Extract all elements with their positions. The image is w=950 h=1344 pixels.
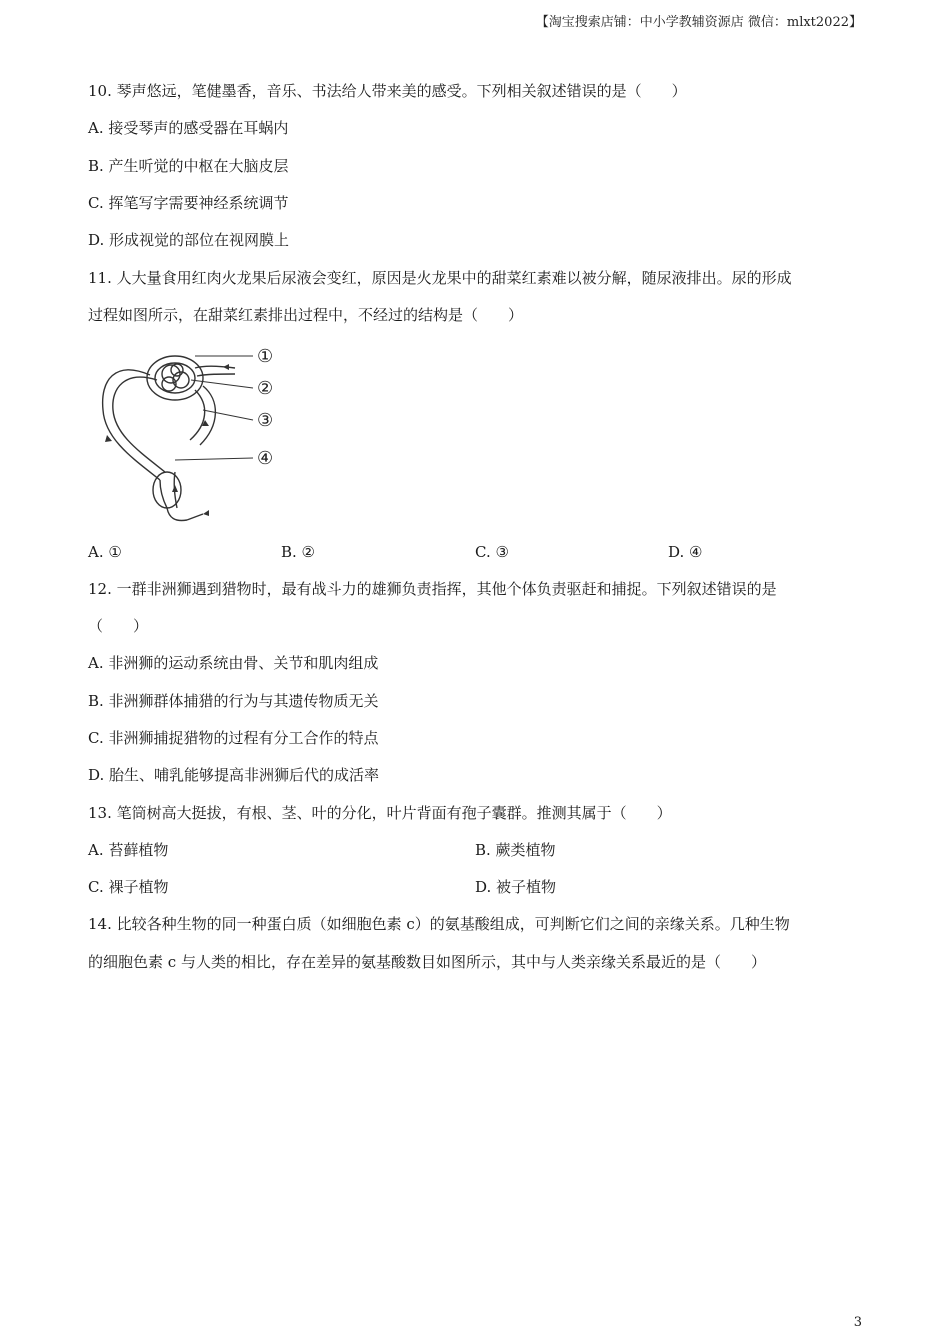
renal-tubule — [103, 370, 160, 480]
q10-stem: 10. 琴声悠远，笔健墨香，音乐、书法给人带来美的感受。下列相关叙述错误的是（ ） — [88, 82, 687, 100]
nephron-diagram — [95, 340, 295, 525]
collecting-duct — [160, 480, 167, 508]
q13-option-a: A. 苔藓植物 — [88, 841, 169, 859]
q11-stem-line2: 过程如图所示，在甜菜红素排出过程中，不经过的结构是（ ） — [88, 306, 524, 324]
q11-stem-line1: 11. 人大量食用红肉火龙果后尿液会变红，原因是火龙果中的甜菜红素难以被分解，随尿液排出。尿的形成 — [88, 269, 792, 287]
q11-option-c: C. ③ — [475, 543, 509, 561]
q13-option-d: D. 被子植物 — [475, 878, 557, 896]
q12-option-b: B. 非洲狮群体捕猎的行为与其遗传物质无关 — [88, 692, 379, 710]
q12-option-c: C. 非洲狮捕捉猎物的过程有分工合作的特点 — [88, 729, 379, 747]
q11-option-d: D. ④ — [668, 543, 703, 561]
label-4: ④ — [257, 448, 274, 469]
q12-option-a: A. 非洲狮的运动系统由骨、关节和肌肉组成 — [88, 654, 379, 672]
page-number: 3 — [853, 1315, 862, 1330]
q13-stem: 13. 笔筒树高大挺拔，有根、茎、叶的分化，叶片背面有孢子囊群。推测其属于（ ） — [88, 804, 672, 822]
q10-option-d: D. 形成视觉的部位在视网膜上 — [88, 231, 290, 249]
q10-option-b: B. 产生听觉的中枢在大脑皮层 — [88, 157, 289, 175]
q14-stem-line1: 14. 比较各种生物的同一种蛋白质（如细胞色素 c）的氨基酸组成，可判断它们之间的亲缘关系。几种生物 — [88, 915, 790, 933]
label-3: ③ — [257, 410, 274, 431]
q11-option-b: B. ② — [281, 543, 316, 561]
q12-stem-line1: 12. 一群非洲狮遇到猎物时，最有战斗力的雄狮负责指挥，其他个体负责驱赶和捕捉。下列叙述错误的是 — [88, 580, 777, 598]
q11-option-a: A. ① — [88, 543, 122, 561]
q13-option-b: B. 蕨类植物 — [475, 841, 556, 859]
q10-option-c: C. 挥笔写字需要神经系统调节 — [88, 194, 289, 212]
page-header-watermark: 【淘宝搜索店铺：中小学教辅资源店 微信：mlxt2022】 — [535, 15, 862, 30]
q13-option-c: C. 裸子植物 — [88, 878, 169, 896]
q12-stem-line2: （ ） — [88, 617, 149, 635]
label-1: ① — [257, 346, 274, 367]
q10-option-a: A. 接受琴声的感受器在耳蜗内 — [88, 119, 289, 137]
q12-option-d: D. 胎生、哺乳能够提高非洲狮后代的成活率 — [88, 766, 380, 784]
label-2: ② — [257, 378, 274, 399]
q14-stem-line2: 的细胞色素 c 与人类的相比，存在差异的氨基酸数目如图所示，其中与人类亲缘关系最近的是（ ） — [88, 953, 766, 971]
